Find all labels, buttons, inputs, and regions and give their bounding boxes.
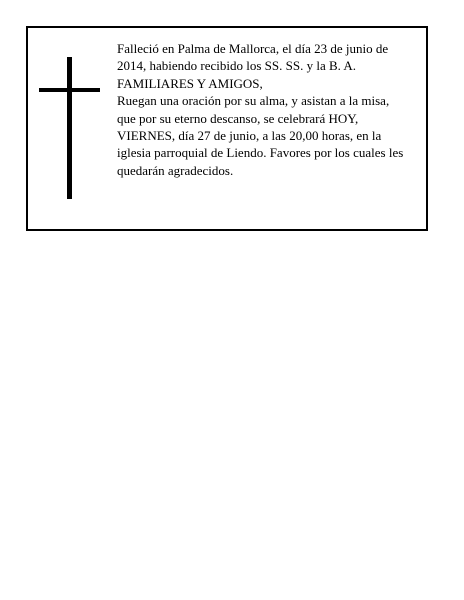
obituary-notice xyxy=(26,26,428,231)
notice-line: quedarán agradecidos. xyxy=(117,162,234,178)
notice-line: 2014, habiendo recibido los SS. SS. y la B. A. xyxy=(117,58,357,74)
notice-text xyxy=(117,40,420,179)
cross-horizontal-bar xyxy=(39,88,100,92)
cross-vertical-bar xyxy=(67,57,72,199)
notice-line: VIERNES, día 27 de junio, a las 20,00 horas, en la xyxy=(117,128,382,144)
notice-line: Ruegan una oración por su alma, y asistan a la misa, xyxy=(117,93,390,109)
notice-line: FAMILIARES Y AMIGOS, xyxy=(117,75,263,91)
notice-line: que por su eterno descanso, se celebrará HOY, xyxy=(117,110,359,126)
notice-line: iglesia parroquial de Liendo. Favores por los cuales les xyxy=(117,145,404,161)
notice-line: Falleció en Palma de Mallorca, el día 23 de junio de xyxy=(117,41,389,56)
